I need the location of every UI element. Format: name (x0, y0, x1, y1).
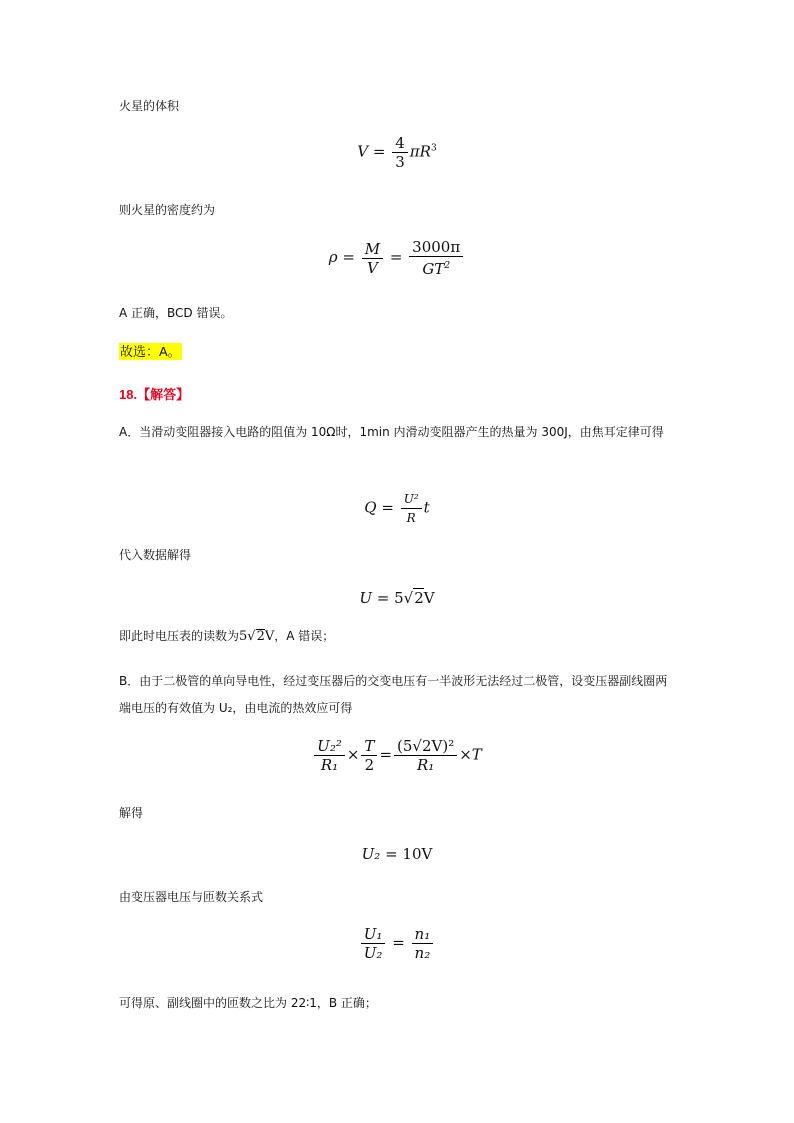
formula-unit: V (264, 629, 275, 644)
formula-exp: 3 (430, 143, 437, 154)
formula-u2: U₂ = 10V (361, 845, 433, 863)
text-part: 即此时电压表的读数为 (119, 629, 240, 643)
paragraph-turns-ratio: 可得原、副线圈中的匝数之比为 22∶1，B 正确； (119, 996, 377, 1010)
fraction (412, 925, 434, 962)
formula-exp: 2 (444, 261, 451, 271)
formula-unit: V (423, 589, 435, 607)
fraction-num: U² (401, 490, 422, 509)
formula-term: πR (409, 142, 431, 161)
paragraph-part-b: B．由于二极管的单向导电性，经过变压器后的交变电压有一半波形无法经过二极管，设变压器副线圈两端电压的有效值为 U₂，由电流的热效应可得 (119, 674, 668, 715)
paragraph-substitute: 代入数据解得 (119, 548, 192, 562)
answer-line (119, 345, 182, 359)
fraction-num: M (362, 240, 383, 259)
fraction (362, 240, 383, 277)
paragraph-solve: 解得 (119, 806, 144, 820)
fraction-den: U₂ (363, 944, 383, 962)
den-term: GT (422, 260, 445, 278)
fraction-num: n₁ (412, 925, 434, 944)
formula-var: U₂ (361, 845, 381, 863)
fraction-num: U₁ (361, 925, 386, 944)
formula-coef: 5 (239, 629, 248, 644)
paragraph-voltmeter (119, 629, 334, 644)
answer-highlight: 故选：A。 (120, 344, 181, 359)
text-part: ，A 错误； (274, 629, 335, 643)
fraction-den: R₁ (416, 756, 435, 774)
fraction-den: 2 (364, 756, 375, 774)
fraction-num: 4 (392, 134, 408, 153)
formula-volume: V = $\frac{4}{3}$ $\pi R^3$ (357, 134, 437, 171)
fraction (361, 925, 386, 962)
fraction (401, 490, 422, 527)
fraction-den: R (406, 511, 416, 525)
inline-formula: 5√2V (239, 629, 275, 644)
paragraph-conclusion-a: A 正确，BCD 错误。 (119, 306, 233, 320)
formula-term: t (423, 498, 430, 517)
section-title (119, 388, 189, 402)
fraction-num: U₂² (314, 737, 345, 756)
formula-root: 2 (256, 629, 265, 644)
fraction-num: T (361, 737, 377, 756)
formula-root: 2 (414, 589, 424, 607)
formula-var: U (359, 589, 373, 607)
formula-voltage: U = 5√2V (359, 589, 435, 607)
paragraph-density-intro: 则火星的密度约为 (119, 203, 216, 217)
formula-heat: $\frac{\text{U₂²}}{\text{R₁}}$ × $\frac{T}{2}$ = $\frac{\text{(5√2V)²}}{\text{R₁}}$ ×T (0, 737, 794, 774)
formula-var: ρ (328, 248, 338, 266)
formula-term: T (471, 745, 482, 764)
fraction-den: R₁ (320, 756, 339, 774)
section-title-text: 18.【解答】 (119, 387, 190, 402)
fraction (392, 134, 408, 171)
formula-var: Q (364, 498, 377, 517)
fraction-den: n₂ (414, 944, 431, 962)
fraction-den (409, 257, 463, 278)
paragraph-transformer: 由变压器电压与匝数关系式 (119, 890, 264, 904)
formula-var: V (357, 142, 369, 161)
fraction (409, 238, 463, 278)
paragraph-part-a: A．当滑动变阻器接入电路的阻值为 10Ω时，1min 内滑动变阻器产生的热量为 300J，由焦耳定律可得 (119, 425, 664, 439)
fraction (361, 737, 377, 774)
fraction-den: 3 (395, 153, 405, 171)
fraction-num: (5√2V)² (394, 737, 457, 756)
formula-ratio: $\frac{\text{U₁}}{\text{U₂}}$ = $\frac{\text{n₁}}{\text{n₂}}$ (0, 925, 794, 962)
fraction-den: V (366, 258, 378, 277)
fraction (394, 737, 457, 774)
formula-value: 10V (402, 845, 433, 863)
formula-joule: Q = $\frac{\text{U²}}{R}$ t (364, 492, 430, 525)
paragraph-volume-intro: 火星的体积 (119, 99, 180, 113)
fraction-num: 3000π (409, 238, 463, 257)
formula-density: ρ = $\frac{M}{V}$ = $\frac{3000\pi}{GT^2}$ (0, 238, 794, 278)
formula-coef: 5 (394, 589, 404, 607)
fraction (314, 737, 345, 774)
